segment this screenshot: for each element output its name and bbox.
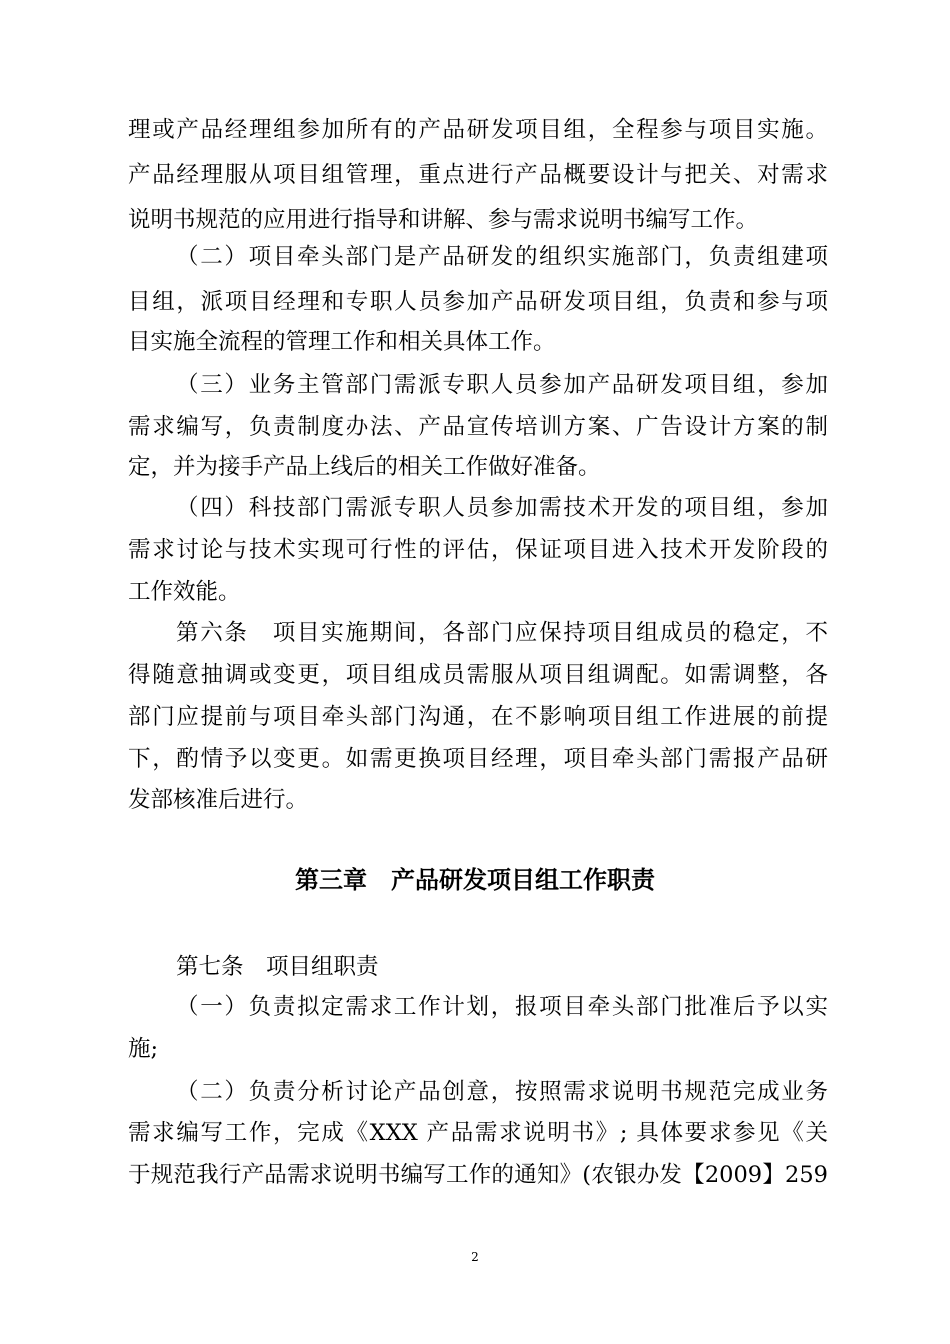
paragraph-line: 需求编写，负责制度办法、产品宣传培训方案、广告设计方案的制 [128, 414, 828, 440]
paragraph-line: 第六条 项目实施期间，各部门应保持项目组成员的稳定，不 [176, 620, 828, 646]
paragraph-line: 需求编写工作，完成《XXX 产品需求说明书》; 具体要求参见《关 [128, 1120, 828, 1146]
paragraph-line: （二）负责分析讨论产品创意，按照需求说明书规范完成业务 [176, 1079, 828, 1105]
paragraph-line: 理或产品经理组参加所有的产品研发项目组，全程参与项目实施。 [128, 117, 828, 143]
paragraph-line: （二）项目牵头部门是产品研发的组织实施部门，负责组建项 [176, 244, 828, 270]
paragraph-line: 定，并为接手产品上线后的相关工作做好准备。 [128, 454, 601, 480]
paragraph-line: 发部核准后进行。 [128, 787, 309, 813]
paragraph-line: 部门应提前与项目牵头部门沟通，在不影响项目组工作进展的前提 [128, 704, 828, 730]
paragraph-line: （一）负责拟定需求工作计划，报项目牵头部门批准后予以实 [176, 994, 828, 1020]
paragraph-line: （三）业务主管部门需派专职人员参加产品研发项目组，参加 [176, 372, 828, 398]
paragraph-line: 产品经理服从项目组管理，重点进行产品概要设计与把关、对需求 [128, 162, 828, 188]
paragraph-line: 得随意抽调或变更，项目组成员需服从项目组调配。如需调整，各 [128, 662, 828, 688]
paragraph-line: （四）科技部门需派专职人员参加需技术开发的项目组，参加 [176, 495, 828, 521]
paragraph-line: 目实施全流程的管理工作和相关具体工作。 [128, 329, 556, 355]
page-number: 2 [471, 1250, 479, 1264]
paragraph-line: 说明书规范的应用进行指导和讲解、参与需求说明书编写工作。 [128, 207, 759, 233]
article-title: 第七条 项目组职责 [176, 954, 379, 980]
paragraph-line: 目组，派项目经理和专职人员参加产品研发项目组，负责和参与项 [128, 289, 828, 315]
paragraph-line: 需求讨论与技术实现可行性的评估，保证项目进入技术开发阶段的 [128, 537, 828, 563]
paragraph-line: 下，酌情予以变更。如需更换项目经理，项目牵头部门需报产品研 [128, 746, 828, 772]
paragraph-line: 施; [128, 1036, 159, 1062]
chapter-heading: 第三章 产品研发项目组工作职责 [295, 866, 655, 894]
paragraph-line: 工作效能。 [128, 579, 241, 605]
paragraph-line: 于规范我行产品需求说明书编写工作的通知》(农银办发【2009】259 [128, 1162, 828, 1188]
